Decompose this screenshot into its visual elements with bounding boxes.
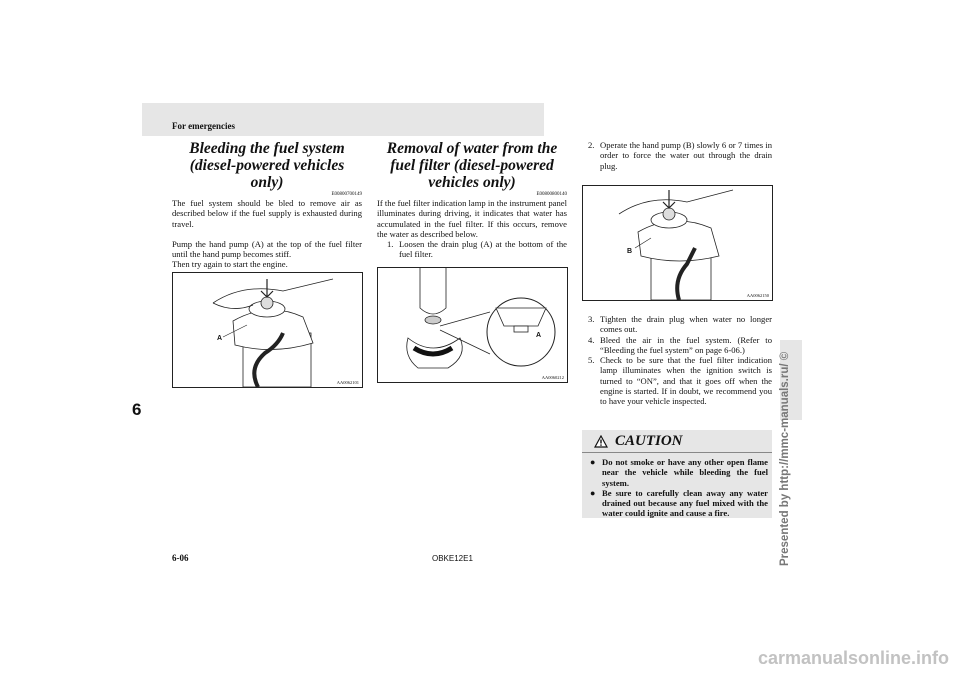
right-step-2: 2. Operate the hand pump (B) slowly 6 or 7 times in order to force the water out through the drain plug.: [588, 140, 772, 171]
hand-pump-figure: [172, 272, 363, 388]
right-step-5: 5. Check to be sure that the fuel filter indication lamp illuminates when the ignition switch is turned to “ON”, and that it goes off when the engine is started. If in doubt, we recommend you to have your vehicle inspected.: [588, 355, 772, 407]
hand-pump-drain-figure: [582, 185, 773, 301]
left-code: E00800700149: [331, 192, 362, 197]
middle-step-1: 1. Loosen the drain plug (A) at the bottom of the fuel filter.: [387, 239, 567, 260]
left-column: [172, 140, 362, 280]
caution-box: [582, 430, 772, 518]
figure-code: AA0062101: [336, 380, 359, 385]
drain-plug-figure: [377, 267, 568, 383]
warning-icon: [594, 435, 608, 448]
hand-pump-illustration: [173, 273, 362, 387]
site-logo: carmanualsonline.info: [758, 648, 950, 668]
figure-label-b: B: [627, 248, 633, 255]
left-title: Bleeding the fuel system (diesel-powered vehicles only): [189, 140, 345, 191]
left-paragraph-3: Then try again to start the engine.: [172, 259, 288, 270]
watermark: Presented by http://mmc-manuals.ru/ ©: [779, 351, 791, 566]
middle-column: [377, 140, 567, 260]
header-band: [142, 103, 544, 136]
right-column-bottom: [582, 314, 772, 407]
caution-divider: [582, 452, 772, 453]
drain-plug-illustration: [378, 268, 567, 382]
left-paragraph-1: The fuel system should be bled to remove air as described below if the fuel supply is exhausted during travel.: [172, 198, 362, 229]
right-step-4: 4. Bleed the air in the fuel system. (Refer to “Bleeding the fuel system” on page 6-06.): [588, 334, 772, 355]
right-column-top: [582, 140, 772, 171]
figure-label-a: A: [217, 335, 223, 342]
figure-code: AA0062150: [746, 293, 769, 298]
document-code: OBKE12E1: [432, 554, 473, 563]
right-step-3: 3. Tighten the drain plug when water no longer comes out.: [588, 314, 772, 335]
middle-title: Removal of water from the fuel filter (diesel-powered vehicles only): [386, 140, 558, 191]
chapter-number: 6: [132, 400, 142, 419]
hand-pump-drain-illustration: [583, 186, 772, 300]
middle-code: E00800800140: [536, 192, 567, 197]
caution-list: [590, 457, 768, 519]
figure-code: AA0060212: [541, 375, 564, 380]
bullet-icon: ●: [590, 457, 596, 467]
left-paragraph-2: Pump the hand pump (A) at the top of the fuel filter until the hand pump becomes stiff.: [172, 238, 362, 260]
middle-paragraph-1: If the fuel filter indication lamp in the instrument panel illuminates during driving, it indicates that water has accumulated in the fuel filter. If this occurs, remove the water as described below.: [377, 198, 567, 239]
caution-item: ● Be sure to carefully clean away any water drained out because any fuel mixed with the water could ignite and cause a fire.: [590, 487, 768, 519]
page-number: 6-06: [172, 553, 189, 563]
section-label: For emergencies: [172, 121, 236, 131]
figure-label-a: A: [536, 332, 542, 339]
caution-title: CAUTION: [615, 433, 683, 449]
caution-item: ● Do not smoke or have any other open flame near the vehicle while bleeding the fuel system.: [590, 457, 768, 488]
bullet-icon: ●: [590, 487, 596, 498]
